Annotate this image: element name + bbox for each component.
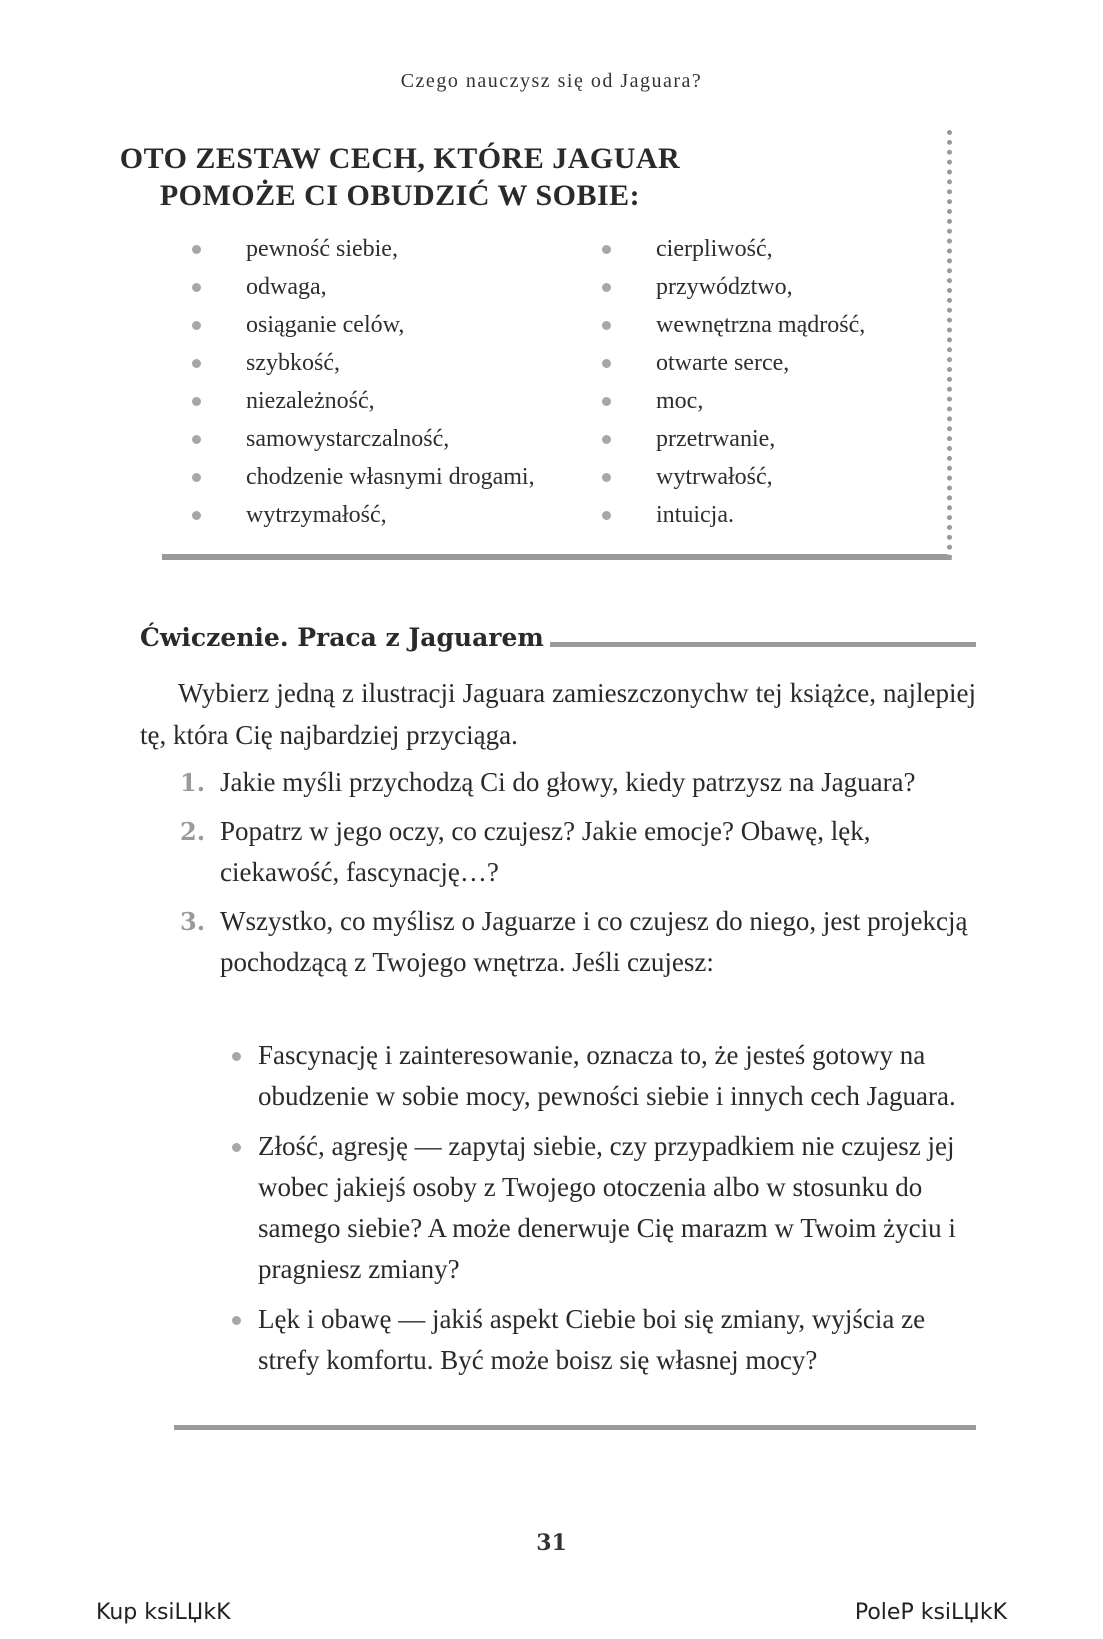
exercise-steps	[180, 762, 970, 991]
list-item	[600, 496, 865, 534]
bullet-icon	[192, 321, 201, 330]
exercise-title: Ćwiczenie. Praca z Jaguarem	[140, 623, 544, 652]
list-item	[190, 230, 535, 268]
list-item	[190, 496, 535, 534]
list-item	[600, 382, 865, 420]
list-item	[600, 268, 865, 306]
traits-title	[0, 140, 800, 214]
footer-recommend-link[interactable]: PoleP ksiLЏkK	[854, 1600, 1007, 1625]
bullet-icon	[602, 321, 611, 330]
list-item	[600, 306, 865, 344]
step-number: 1.	[180, 768, 206, 797]
list-item	[180, 762, 970, 803]
step-text: Popatrz w jego oczy, co czujesz? Jakie emocje? Obawę, lęk, ciekawość, fascynację…?	[220, 816, 871, 887]
bullet-icon	[602, 245, 611, 254]
traits-list-left	[190, 230, 535, 534]
bullet-icon	[192, 359, 201, 368]
list-item	[600, 420, 865, 458]
trait-label: osiąganie celów,	[246, 312, 405, 338]
step-text: Wszystko, co myślisz o Jaguarze i co czujesz do niego, jest projekcją pochodzącą z Twojego wnętrza. Jeśli czujesz:	[220, 906, 968, 977]
trait-label: chodzenie własnymi drogami,	[246, 464, 535, 490]
list-item	[228, 1299, 988, 1381]
bullet-icon	[602, 473, 611, 482]
list-item	[180, 901, 970, 983]
feeling-text: Złość, agresję — zapytaj siebie, czy przypadkiem nie czujesz jej wobec jakiejś osoby z Twojego otoczenia albo w stosunku do samego siebie? A może denerwuje Cię marazm w Twoim życiu i pragniesz zmiany?	[258, 1131, 956, 1284]
bullet-icon	[602, 511, 611, 520]
heading-rule	[550, 642, 976, 647]
trait-label: wytrwałość,	[656, 464, 773, 490]
bullet-icon	[192, 473, 201, 482]
traits-title-line2: POMOŻE CI OBUDZIĆ W SOBIE:	[159, 179, 641, 212]
feelings-list	[228, 1035, 988, 1390]
bullet-icon	[192, 245, 201, 254]
page-number: 31	[536, 1530, 567, 1556]
bullet-icon	[192, 511, 201, 520]
bullet-icon	[232, 1316, 241, 1325]
trait-label: przetrwanie,	[656, 426, 776, 452]
section-end-rule	[174, 1425, 976, 1430]
traits-list-right	[600, 230, 865, 534]
list-item	[190, 306, 535, 344]
exercise-intro: Wybierz jedną z ilustracji Jaguara zamieszczonychw tej książce, najlepiej tę, która Cię najbardziej przyciąga.	[140, 678, 976, 750]
trait-label: odwaga,	[246, 274, 327, 300]
feeling-text: Fascynację i zainteresowanie, oznacza to, że jesteś gotowy na obudzenie w sobie mocy, pewności siebie i innych cech Jaguara.	[258, 1040, 956, 1111]
bullet-icon	[232, 1143, 241, 1152]
step-number: 3.	[180, 907, 206, 936]
bullet-icon	[602, 359, 611, 368]
list-item	[600, 344, 865, 382]
running-head: Czego nauczysz się od Jaguara?	[400, 70, 703, 92]
bullet-icon	[602, 397, 611, 406]
step-text: Jakie myśli przychodzą Ci do głowy, kiedy patrzysz na Jaguara?	[220, 767, 916, 797]
list-item	[600, 230, 865, 268]
trait-label: niezależność,	[246, 388, 375, 414]
list-item	[228, 1126, 988, 1290]
trait-label: otwarte serce,	[656, 350, 790, 376]
trait-label: szybkość,	[246, 350, 340, 376]
list-item	[190, 420, 535, 458]
step-number: 2.	[180, 817, 206, 846]
trait-label: wytrzymałość,	[246, 502, 387, 528]
list-item	[190, 268, 535, 306]
bullet-icon	[602, 435, 611, 444]
trait-label: pewność siebie,	[246, 236, 398, 262]
bullet-icon	[192, 283, 201, 292]
exercise-heading	[140, 612, 976, 652]
bullet-icon	[602, 283, 611, 292]
trait-label: cierpliwość,	[656, 236, 773, 262]
bullet-icon	[232, 1052, 241, 1061]
list-item	[190, 382, 535, 420]
trait-label: przywództwo,	[656, 274, 793, 300]
list-item	[180, 811, 970, 893]
trait-label: intuicja.	[656, 502, 734, 528]
bullet-icon	[192, 397, 201, 406]
trait-label: moc,	[656, 388, 704, 414]
traits-title-line1: OTO ZESTAW CECH, KTÓRE JAGUAR	[119, 142, 681, 175]
trait-label: samowystarczalność,	[246, 426, 450, 452]
trait-label: wewnętrzna mądrość,	[656, 312, 866, 338]
list-item	[600, 458, 865, 496]
feeling-text: Lęk i obawę — jakiś aspekt Ciebie boi się zmiany, wyjścia ze strefy komfortu. Być może boisz się własnej mocy?	[258, 1304, 926, 1375]
footer-buy-link[interactable]: Kup ksiLЏkK	[96, 1600, 231, 1625]
bullet-icon	[192, 435, 201, 444]
list-item	[228, 1035, 988, 1117]
list-item	[190, 458, 535, 496]
list-item	[190, 344, 535, 382]
